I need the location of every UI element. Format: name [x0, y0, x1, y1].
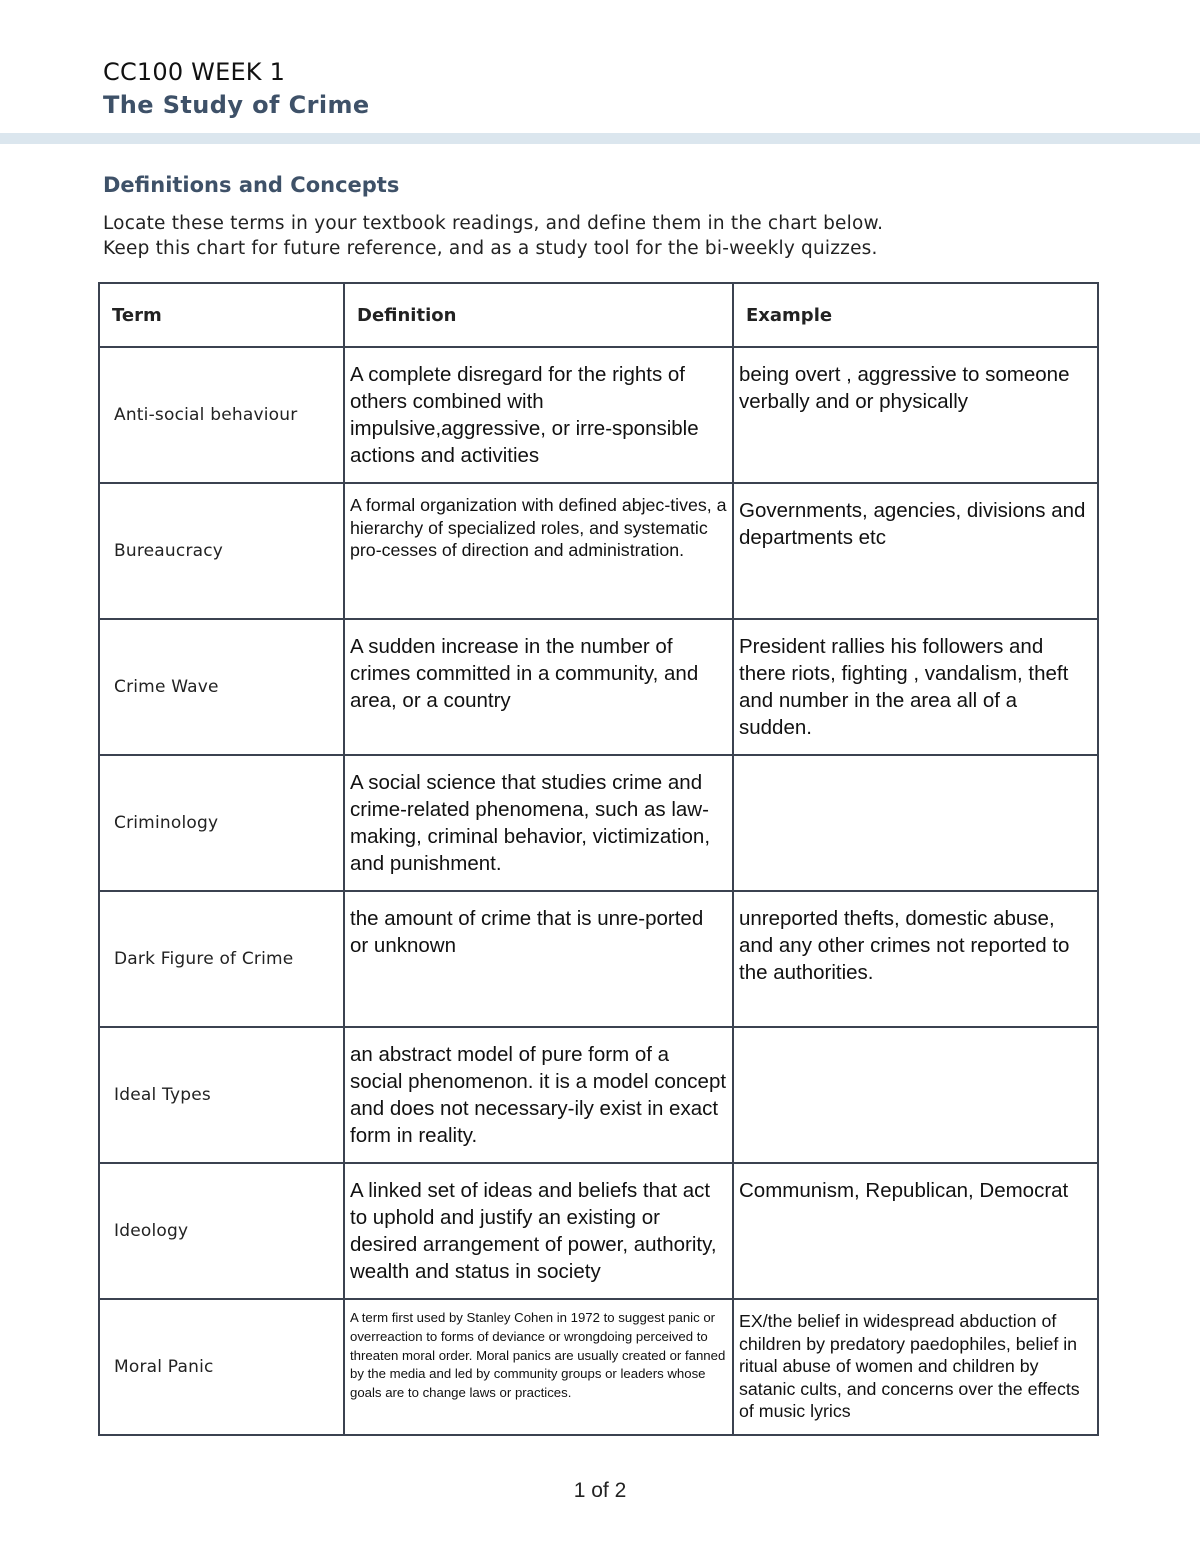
- example-cell[interactable]: Communism, Republican, Democrat: [733, 1163, 1098, 1299]
- definition-cell[interactable]: A sudden increase in the number of crimes committed in a community, and area, or a country: [344, 619, 733, 755]
- column-header-term: Term: [99, 283, 344, 347]
- definition-cell[interactable]: A social science that studies crime and crime-related phenomena, such as law-making, criminal behavior, victimization, and punishment.: [344, 755, 733, 891]
- example-cell[interactable]: Governments, agencies, divisions and departments etc: [733, 483, 1098, 619]
- definition-cell[interactable]: A term first used by Stanley Cohen in 1972 to suggest panic or overreaction to forms of deviance or wrongdoing perceived to threaten moral order. Moral panics are usually created or fanned by the media and led by community groups or leaders whose goals are to change laws or practices.: [344, 1299, 733, 1435]
- definition-cell[interactable]: A complete disregard for the rights of others combined with impulsive,aggressive, or irre-sponsible actions and activities: [344, 347, 733, 483]
- table-row: [99, 1299, 1098, 1435]
- table-row: [99, 755, 1098, 891]
- column-header-definition: Definition: [344, 283, 733, 347]
- example-cell[interactable]: [733, 1027, 1098, 1163]
- definitions-table: [98, 282, 1099, 1436]
- definition-cell[interactable]: an abstract model of pure form of a social phenomenon. it is a model concept and does not necessary-ily exist in exact form in reality.: [344, 1027, 733, 1163]
- table-row: [99, 1027, 1098, 1163]
- term-cell: Criminology: [99, 755, 344, 891]
- definition-cell[interactable]: A formal organization with defined abjec-tives, a hierarchy of specialized roles, and systematic pro-cesses of direction and administration.: [344, 483, 733, 619]
- table-row: [99, 891, 1098, 1027]
- term-cell: Anti-social behaviour: [99, 347, 344, 483]
- header-divider: [0, 133, 1200, 144]
- definition-cell[interactable]: the amount of crime that is unre-ported or unknown: [344, 891, 733, 1027]
- term-cell: Ideal Types: [99, 1027, 344, 1163]
- example-cell[interactable]: President rallies his followers and there riots, fighting , vandalism, theft and number in the area all of a sudden.: [733, 619, 1098, 755]
- term-cell: Dark Figure of Crime: [99, 891, 344, 1027]
- example-cell[interactable]: being overt , aggressive to someone verbally and or physically: [733, 347, 1098, 483]
- instruction-line: Locate these terms in your textbook readings, and define them in the chart below.: [103, 213, 884, 234]
- term-cell: Crime Wave: [99, 619, 344, 755]
- page-number: 1 of 2: [573, 1479, 627, 1502]
- term-cell: Bureaucracy: [99, 483, 344, 619]
- table-row: [99, 483, 1098, 619]
- section-heading: Definitions and Concepts: [103, 173, 400, 197]
- instructions: [103, 211, 883, 261]
- course-code: CC100 WEEK 1: [103, 58, 286, 86]
- table-row: [99, 1163, 1098, 1299]
- table-header-row: [99, 283, 1098, 347]
- example-cell[interactable]: unreported thefts, domestic abuse, and any other crimes not reported to the authorities.: [733, 891, 1098, 1027]
- example-cell[interactable]: EX/the belief in widespread abduction of children by predatory paedophiles, belief in ritual abuse of women and children by satanic cults, and concerns over the effects of music lyrics: [733, 1299, 1098, 1435]
- example-cell[interactable]: [733, 755, 1098, 891]
- page-title: The Study of Crime: [103, 91, 370, 119]
- table-row: [99, 619, 1098, 755]
- term-cell: Moral Panic: [99, 1299, 344, 1435]
- definition-cell[interactable]: A linked set of ideas and beliefs that act to uphold and justify an existing or desired arrangement of power, authority, wealth and status in society: [344, 1163, 733, 1299]
- column-header-example: Example: [733, 283, 1098, 347]
- instruction-line: Keep this chart for future reference, and as a study tool for the bi-weekly quizzes.: [103, 238, 878, 259]
- term-cell: Ideology: [99, 1163, 344, 1299]
- table-row: [99, 347, 1098, 483]
